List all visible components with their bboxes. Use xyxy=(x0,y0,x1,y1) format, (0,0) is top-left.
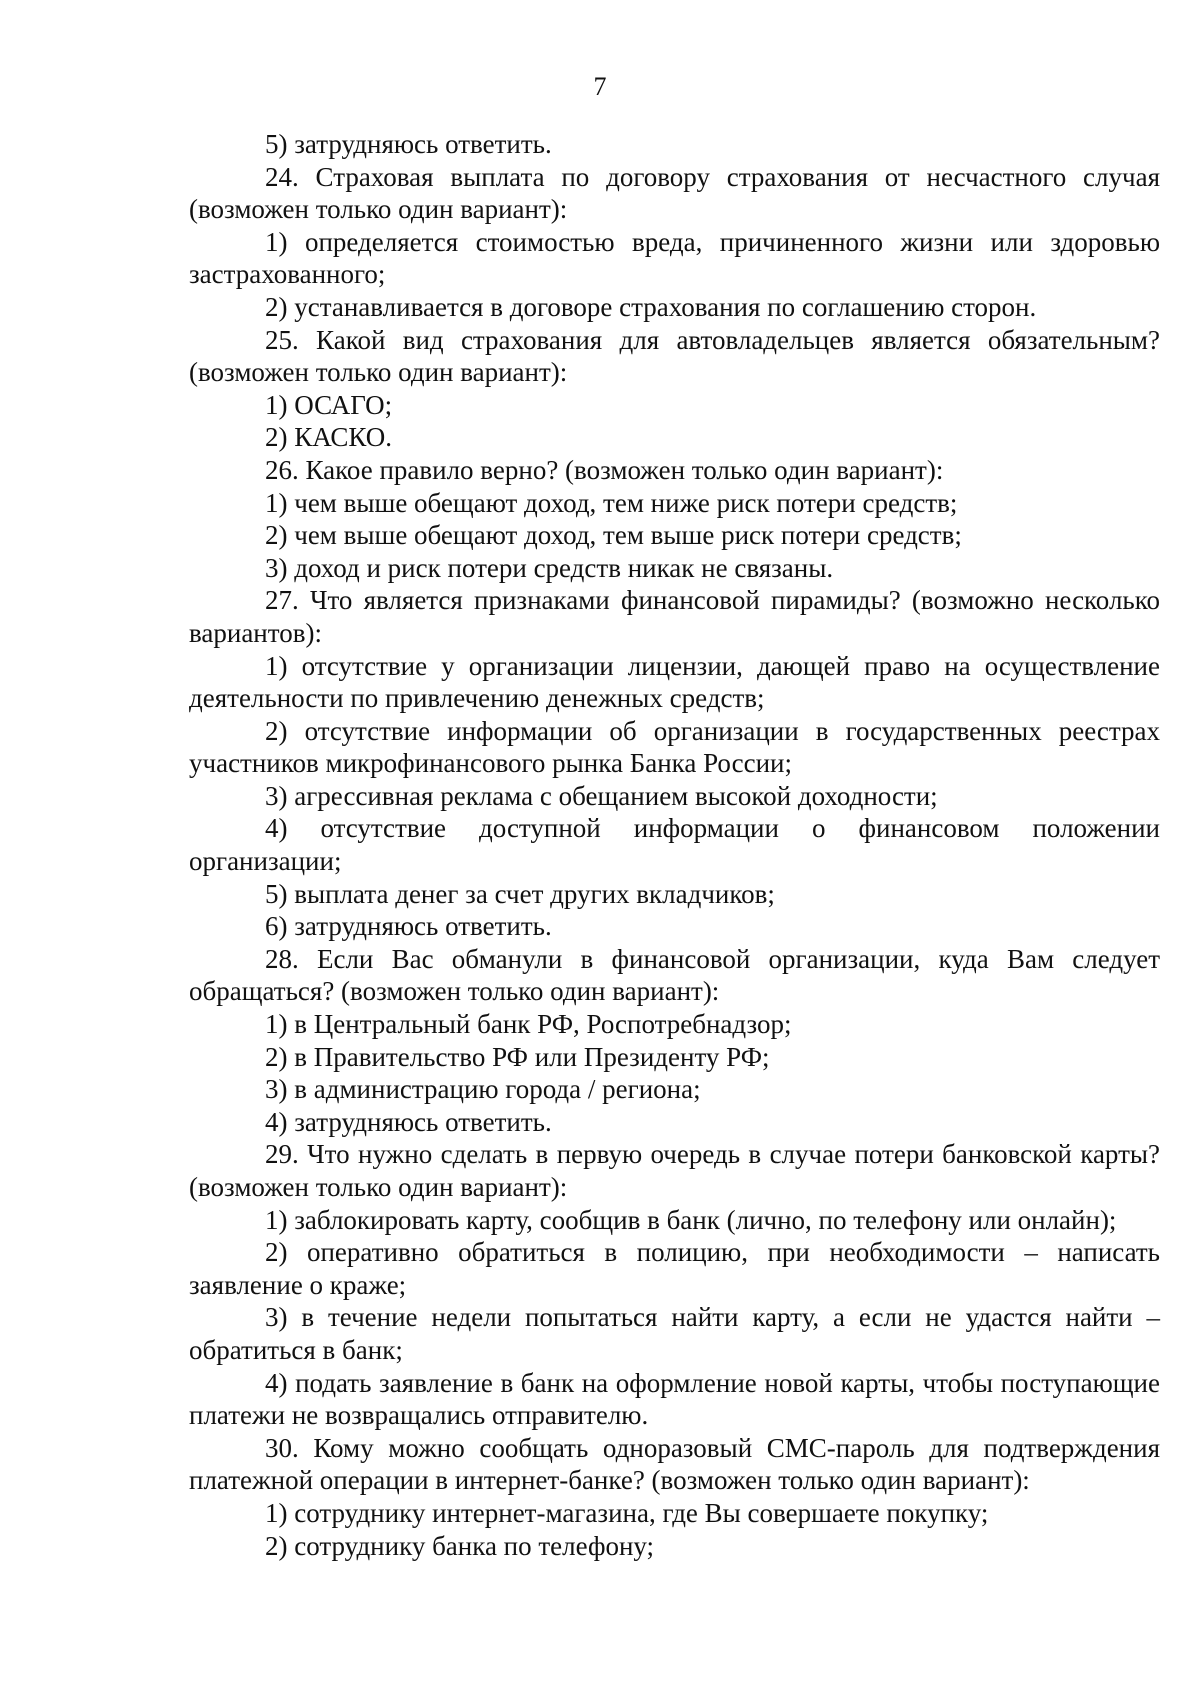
answer-option: 3) в течение недели попытаться найти карту, а если не удастся найти – обратиться в банк; xyxy=(189,1302,1160,1365)
answer-option: 1) чем выше обещают доход, тем ниже риск потери средств; xyxy=(265,487,958,518)
question-27: 27. Что является признаками финансовой пирамиды? (возможно несколько вариантов): xyxy=(189,585,1160,648)
answer-option: 1) в Центральный банк РФ, Роспотребнадзор; xyxy=(265,1009,792,1040)
answer-option: 2) чем выше обещают доход, тем выше риск потери средств; xyxy=(265,520,962,551)
question-25: 25. Какой вид страхования для автовладельцев является обязательным? (возможен только один вариант): xyxy=(189,324,1160,388)
question-29: 29. Что нужно сделать в первую очередь в случае потери банковской карты? (возможен только один вариант): xyxy=(189,1139,1160,1202)
answer-option: 5) выплата денег за счет других вкладчиков; xyxy=(265,878,775,909)
document-body xyxy=(189,128,1160,1562)
answer-option: 1) определяется стоимостью вреда, причиненного жизни или здоровью застрахованного; xyxy=(189,226,1160,290)
answer-option: 4) отсутствие доступной информации о финансовом положении организации; xyxy=(189,813,1160,877)
answer-option: 1) отсутствие у организации лицензии, дающей право на осуществление деятельности по привлечению денежных средств; xyxy=(189,650,1160,714)
answer-option: 4) затрудняюсь ответить. xyxy=(265,1106,552,1137)
answer-option: 2) КАСКО. xyxy=(265,422,392,453)
answer-option: 3) доход и риск потери средств никак не связаны. xyxy=(265,552,834,583)
answer-option: 2) устанавливается в договоре страхования по соглашению сторон. xyxy=(265,291,1037,322)
answer-option: 2) в Правительство РФ или Президенту РФ; xyxy=(265,1041,770,1072)
answer-option: 6) затрудняюсь ответить. xyxy=(265,911,552,942)
answer-option: 1) заблокировать карту, сообщив в банк (лично, по телефону или онлайн); xyxy=(265,1204,1117,1235)
question-28: 28. Если Вас обманули в финансовой организации, куда Вам следует обращаться? (возможен только один вариант): xyxy=(189,943,1160,1007)
answer-option: 4) подать заявление в банк на оформление новой карты, чтобы поступающие платежи не возвращались отправителю. xyxy=(189,1367,1160,1431)
answer-option: 2) отсутствие информации об организации в государственных реестрах участников микрофинансового рынка Банка России; xyxy=(189,715,1160,779)
answer-option: 5) затрудняюсь ответить. xyxy=(265,129,552,159)
answer-option: 3) агрессивная реклама с обещанием высокой доходности; xyxy=(265,780,938,811)
answer-option: 1) сотруднику интернет-магазина, где Вы совершаете покупку; xyxy=(265,1497,989,1528)
page-number: 7 xyxy=(593,72,607,101)
question-24: 24. Страховая выплата по договору страхования от несчастного случая (возможен только один вариант): xyxy=(189,161,1160,225)
question-26: 26. Какое правило верно? (возможен только один вариант): xyxy=(265,454,944,485)
answer-option: 2) сотруднику банка по телефону; xyxy=(265,1530,655,1561)
answer-option: 2) оперативно обратиться в полицию, при необходимости – написать заявление о краже; xyxy=(189,1237,1160,1300)
answer-option: 1) ОСАГО; xyxy=(265,389,393,420)
answer-option: 3) в администрацию города / региона; xyxy=(265,1074,701,1105)
question-30: 30. Кому можно сообщать одноразовый СМС-пароль для подтверждения платежной операции в интернет-банке? (возможен только один вариант): xyxy=(189,1432,1160,1496)
